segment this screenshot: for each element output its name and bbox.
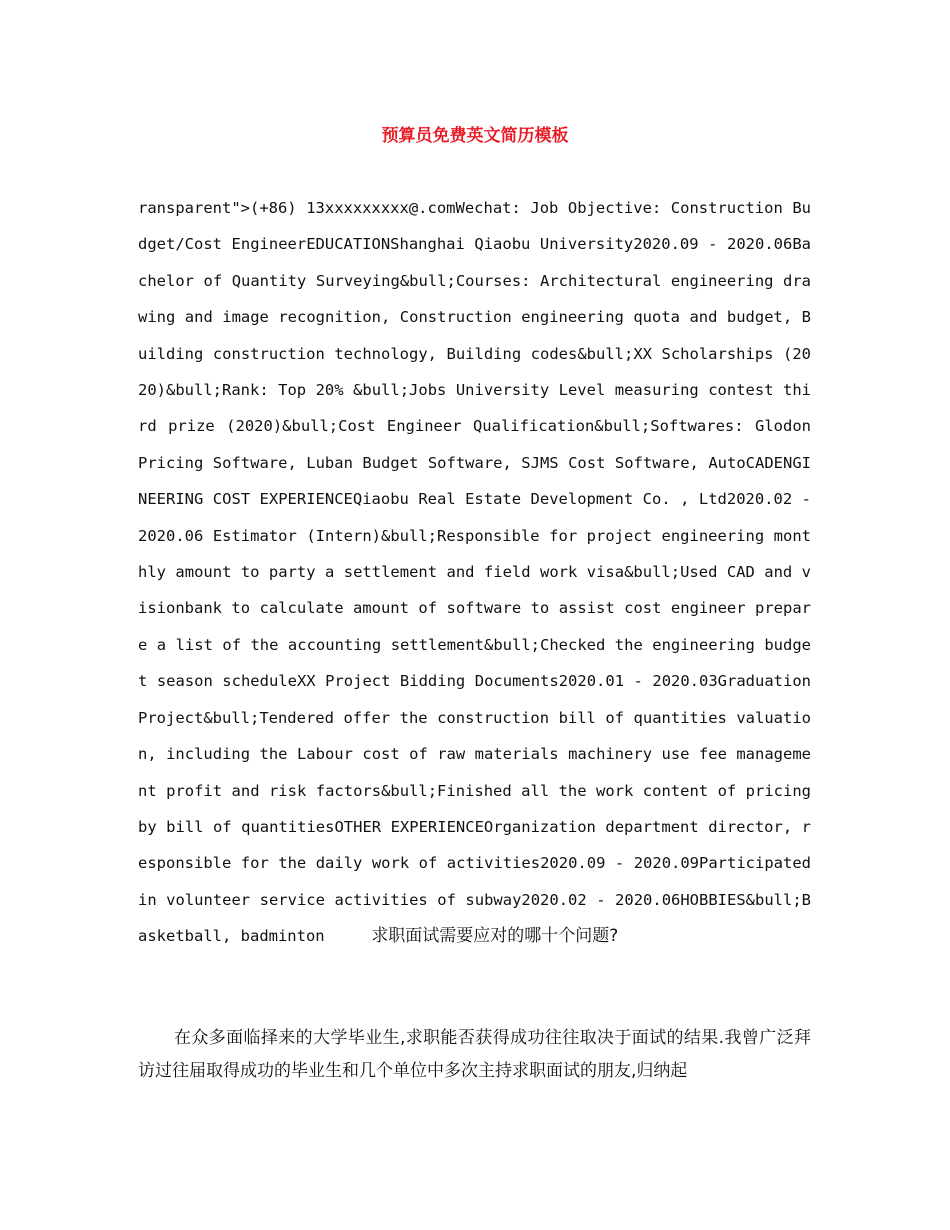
interview-questions-heading: 求职面试需要应对的哪十个问题?	[371, 926, 619, 947]
resume-body-text	[138, 190, 811, 955]
document-title: 预算员免费英文简历模板	[381, 126, 569, 146]
resume-english-text: ransparent">(+86) 13xxxxxxxxx@.comWechat: Job Objective: Construction Budget/Cost EngineerEDUCATIONShanghai Qiaobu University2020.09 - 2020.06Bachelor of Quantity Surveying&bull;Courses: Architectural engineering drawing and image recognition, Construction engineering quota and budget, Building construction technology, Building codes&bull;XX Scholarships (2020)&bull;Rank: Top 20% &bull;Jobs University Level measuring contest third prize (2020)&bull;Cost Engineer Qualification&bull;Softwares: Glodon Pricing Software, Luban Budget Software, SJMS Cost Software, AutoCADENGINEERING COST EXPERIENCEQiaobu Real Estate Development Co. , Ltd2020.02 - 2020.06 Estimator (Intern)&bull;Responsible for project engineering monthly amount to party a settlement and field work visa&bull;Used CAD and visionbank to calculate amount of software to assist cost engineer prepare a list of the accounting settlement&bull;Checked the engineering budget season scheduleXX Project Bidding Documents2020.01 - 2020.03Graduation Project&bull;Tendered offer the construction bill of quantities valuation, including the Labour cost of raw materials machinery use fee management profit and risk factors&bull;Finished all the work content of pricing by bill of quantitiesOTHER EXPERIENCEOrganization department director, responsible for the daily work of activities2020.09 - 2020.09Participated in volunteer service activities of subway2020.02 - 2020.06HOBBIES&bull;Basketball, badminton	[138, 199, 811, 946]
interview-intro-paragraph: 在众多面临择来的大学毕业生,求职能否获得成功往往取决于面试的结果.我曾广泛拜访过往届取得成功的毕业生和几个单位中多次主持求职面试的朋友,归纳起	[138, 1028, 811, 1081]
